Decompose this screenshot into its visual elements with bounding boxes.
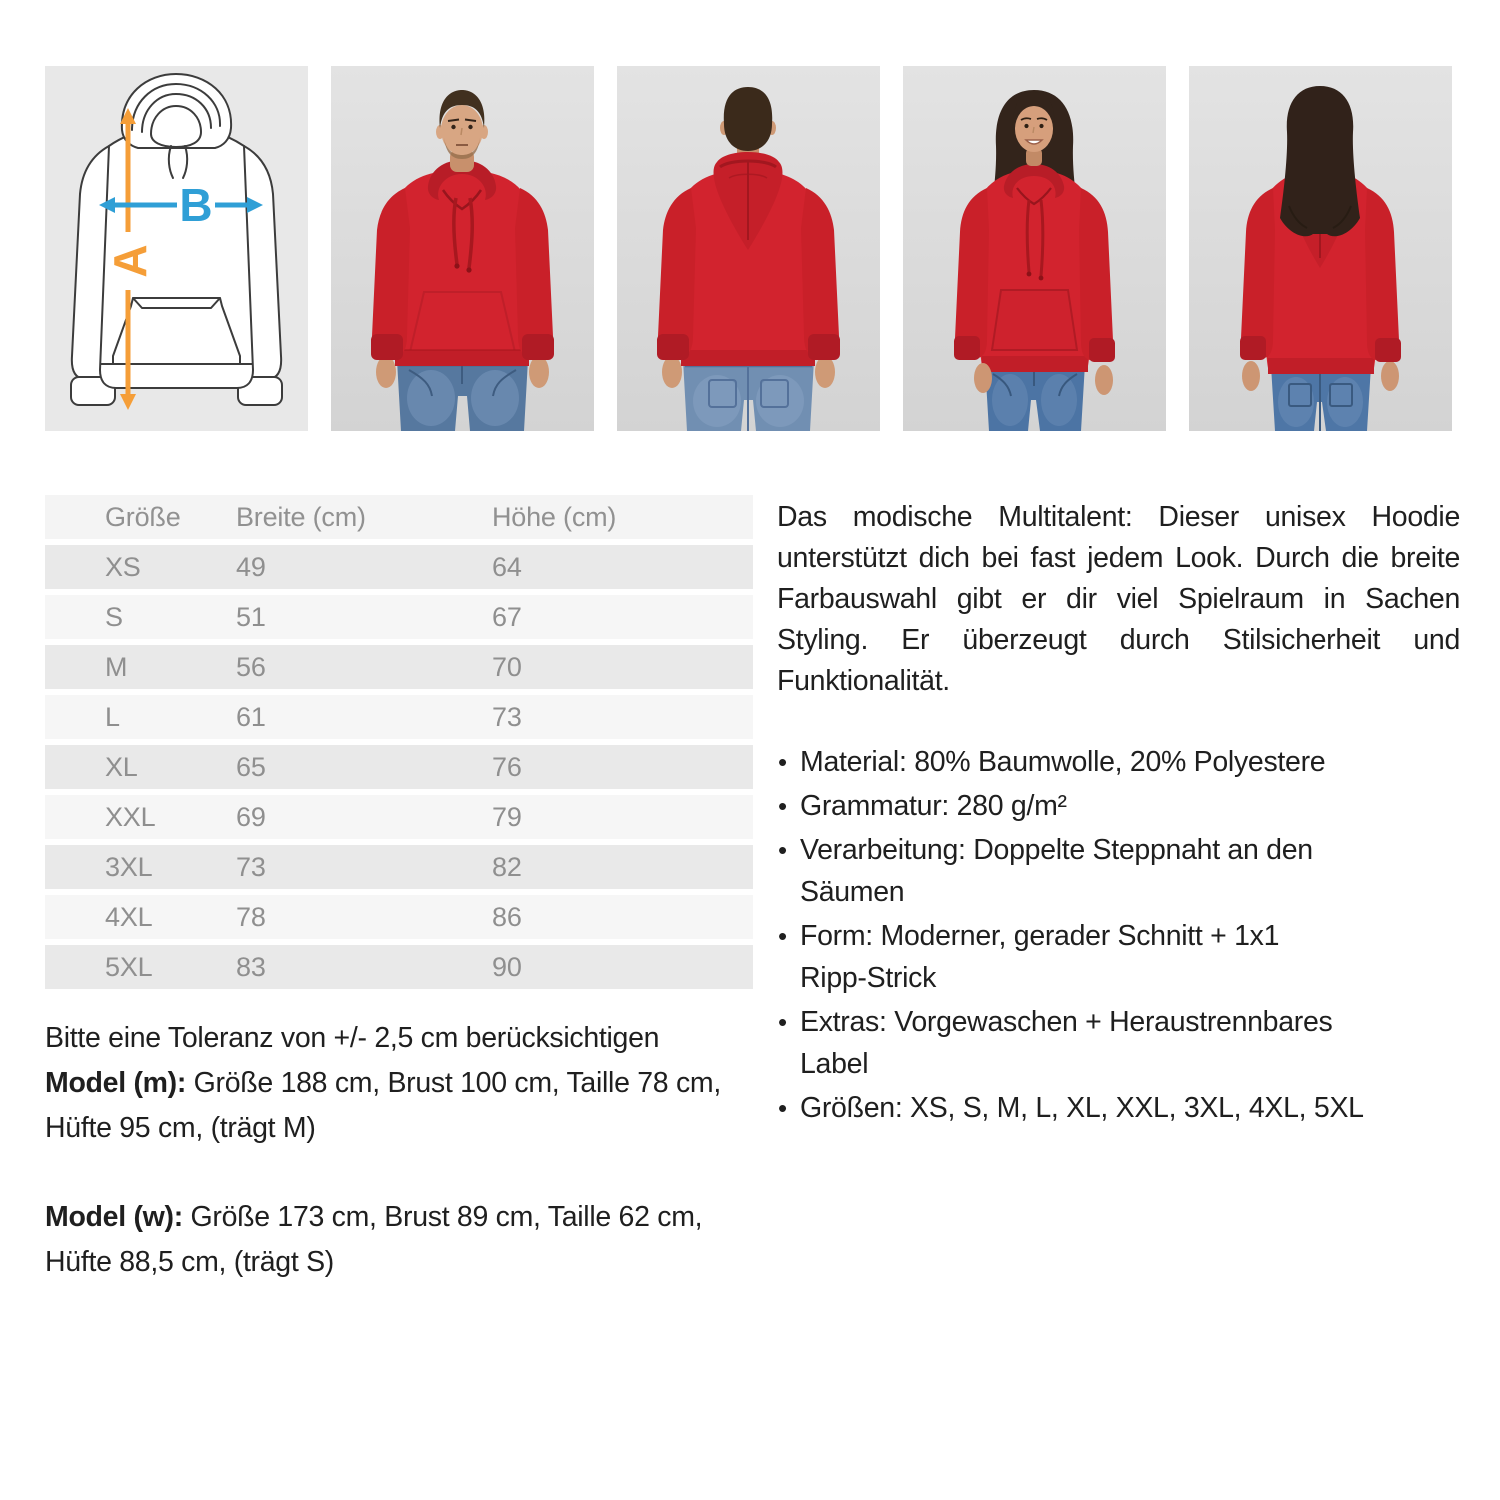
hand xyxy=(974,363,992,393)
model-m-text: Größe 188 cm, Brust 100 cm, Taille 78 cm, Hüfte 95 cm, (trägt M) xyxy=(45,1067,721,1144)
hand xyxy=(376,356,396,388)
table-cell: 56 xyxy=(236,645,492,689)
hand xyxy=(1242,361,1260,391)
gallery-image-female-back xyxy=(1189,66,1452,431)
gallery-image-male-back xyxy=(617,66,880,431)
feature-item: • Grammatur: 280 g/m² xyxy=(777,785,1460,827)
table-row xyxy=(45,595,753,639)
feature-list xyxy=(777,741,1460,1129)
photo-model-female-front xyxy=(903,66,1166,431)
table-row xyxy=(45,545,753,589)
table-cell: 86 xyxy=(492,895,753,939)
feature-item: • Extras: Vorgewaschen + Heraustrennbares Label xyxy=(777,1001,1460,1085)
photo-model-male-front xyxy=(331,66,594,431)
table-cell: 76 xyxy=(492,745,753,789)
table-cell: 82 xyxy=(492,845,753,889)
jeans xyxy=(683,360,814,431)
column-header: Breite (cm) xyxy=(236,495,492,539)
table-cell: 78 xyxy=(236,895,492,939)
table-cell: XL xyxy=(45,745,236,789)
table-row xyxy=(45,795,753,839)
photo-model-male-back xyxy=(617,66,880,431)
diagram-label-a: A xyxy=(104,244,156,278)
table-cell: 3XL xyxy=(45,845,236,889)
size-diagram-illustration xyxy=(45,66,308,431)
gallery-image-size-diagram xyxy=(45,66,308,431)
table-row xyxy=(45,945,753,989)
table-cell: 65 xyxy=(236,745,492,789)
table-cell: 73 xyxy=(236,845,492,889)
table-cell: 49 xyxy=(236,545,492,589)
table-cell: 4XL xyxy=(45,895,236,939)
model-w-label: Model (w): xyxy=(45,1201,183,1233)
table-cell: 69 xyxy=(236,795,492,839)
size-table-head-row xyxy=(45,495,753,539)
description-intro: Das modische Multitalent: Dieser unisex Hoodie unterstützt dich bei fast jedem Look. Durch die breite Farbauswahl gibt er dir viel Spielraum in Sachen Styling. Er überzeugt durch Stilsicherheit und Funktionalität. xyxy=(777,501,1460,697)
table-row xyxy=(45,645,753,689)
tolerance-note: Bitte eine Toleranz von +/- 2,5 cm berücksichtigen xyxy=(45,1022,660,1054)
diagram-label-b: B xyxy=(179,179,213,231)
table-cell: 67 xyxy=(492,595,753,639)
hand xyxy=(662,356,682,388)
table-cell: 79 xyxy=(492,795,753,839)
gallery-image-male-front xyxy=(331,66,594,431)
table-row xyxy=(45,895,753,939)
size-notes xyxy=(45,1016,761,1285)
jeans xyxy=(1271,366,1371,431)
gallery-image-female-front xyxy=(903,66,1166,431)
table-cell: L xyxy=(45,695,236,739)
table-row xyxy=(45,695,753,739)
table-cell: 51 xyxy=(236,595,492,639)
table-cell: XXL xyxy=(45,795,236,839)
model-w-text: Größe 173 cm, Brust 89 cm, Taille 62 cm, Hüfte 88,5 cm, (trägt S) xyxy=(45,1201,703,1278)
table-cell: M xyxy=(45,645,236,689)
table-cell: 61 xyxy=(236,695,492,739)
feature-item: • Verarbeitung: Doppelte Steppnaht an den Säumen xyxy=(777,829,1460,913)
photo-model-female-back xyxy=(1189,66,1452,431)
table-cell: 90 xyxy=(492,945,753,989)
column-header: Größe xyxy=(45,495,236,539)
size-table xyxy=(45,489,753,995)
feature-item: • Material: 80% Baumwolle, 20% Polyestere xyxy=(777,741,1460,783)
table-cell: 5XL xyxy=(45,945,236,989)
table-cell: S xyxy=(45,595,236,639)
model-m-note xyxy=(45,1061,761,1151)
feature-item: • Größen: XS, S, M, L, XL, XXL, 3XL, 4XL, 5XL xyxy=(777,1087,1460,1129)
column-header: Höhe (cm) xyxy=(492,495,753,539)
table-cell: XS xyxy=(45,545,236,589)
female-head-back xyxy=(1280,86,1360,236)
hand xyxy=(815,356,835,388)
hand xyxy=(1095,365,1113,395)
model-m-label: Model (m): xyxy=(45,1067,187,1099)
feature-item: • Form: Moderner, gerader Schnitt + 1x1 Ripp-Strick xyxy=(777,915,1460,999)
table-cell: 73 xyxy=(492,695,753,739)
table-cell: 64 xyxy=(492,545,753,589)
table-row xyxy=(45,745,753,789)
size-table-body xyxy=(45,545,753,989)
model-w-note xyxy=(45,1195,761,1285)
product-gallery xyxy=(45,66,1452,431)
red-hoodie xyxy=(954,164,1115,372)
table-cell: 70 xyxy=(492,645,753,689)
table-row xyxy=(45,845,753,889)
table-cell: 83 xyxy=(236,945,492,989)
hand xyxy=(529,356,549,388)
hand xyxy=(1381,361,1399,391)
product-description xyxy=(777,497,1460,1131)
